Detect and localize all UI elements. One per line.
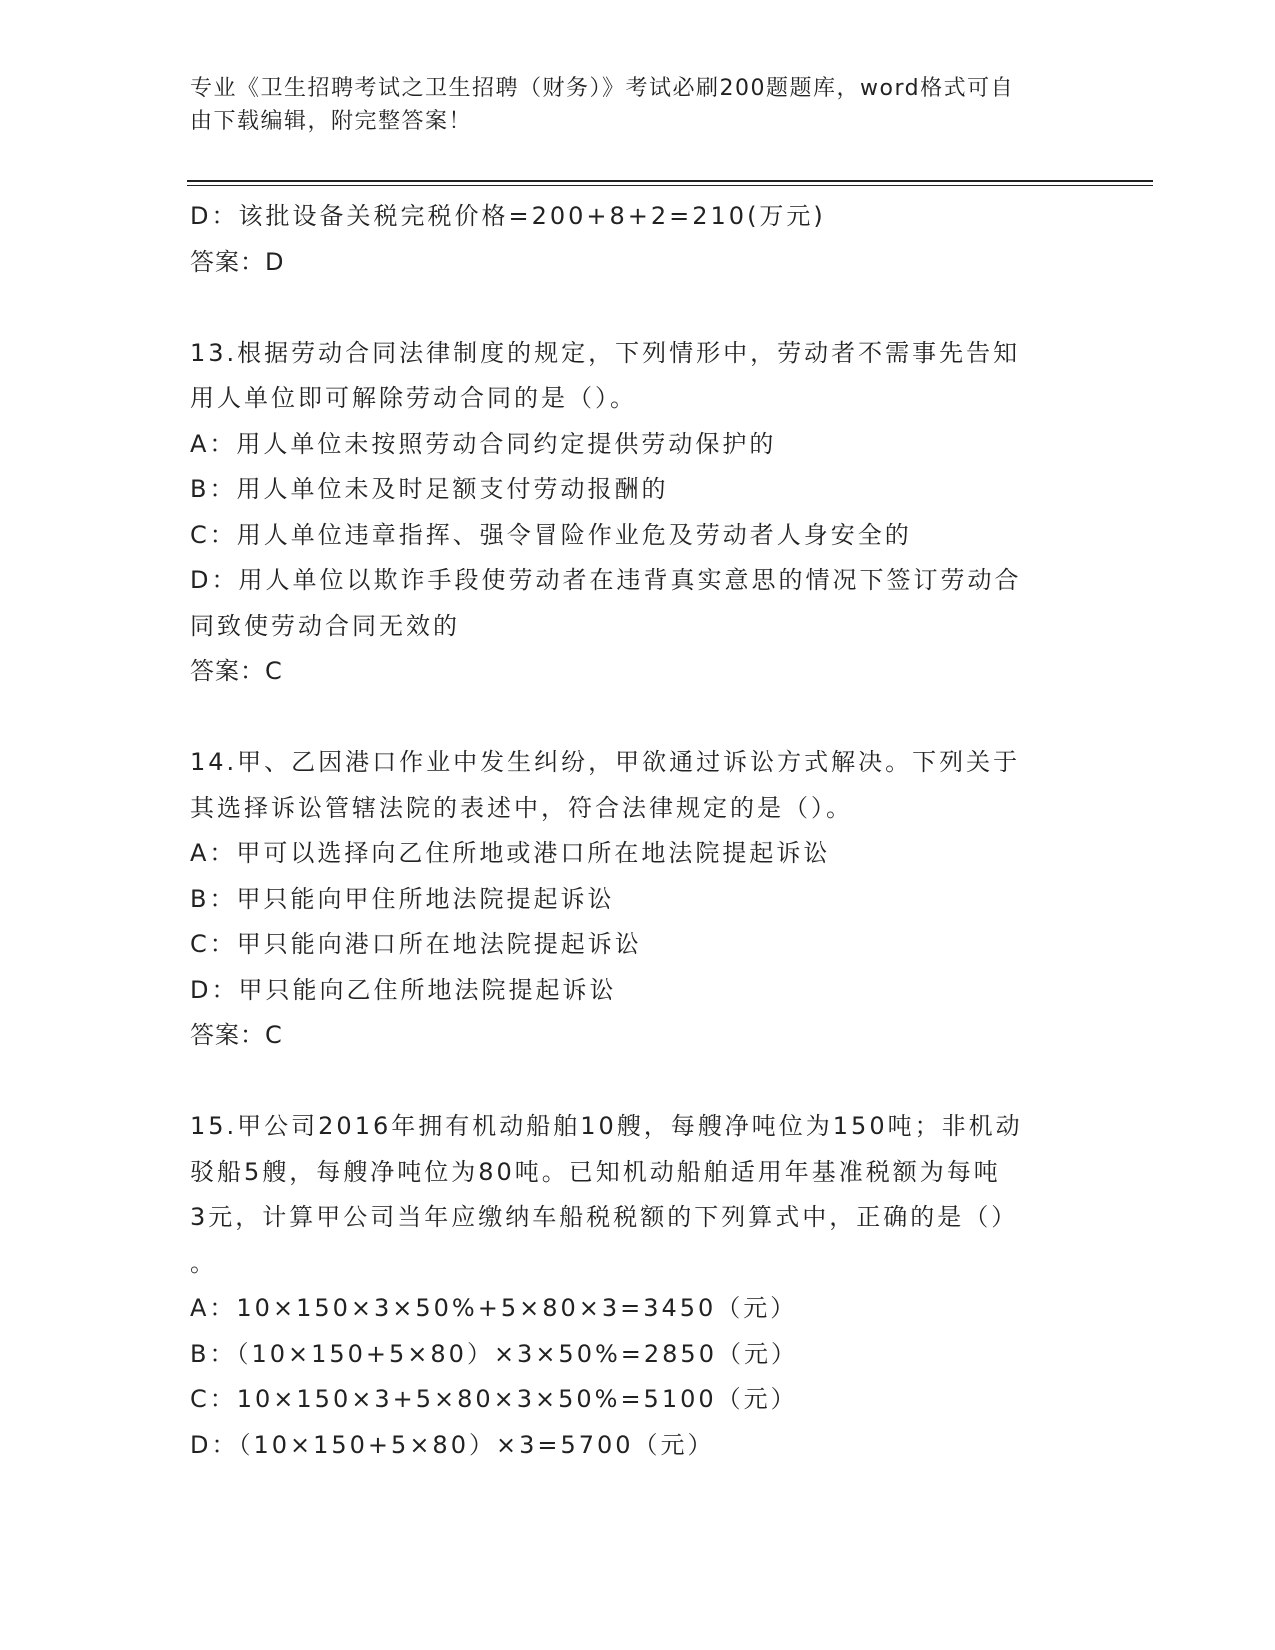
question-stem-line: 3元，计算甲公司当年应缴纳车船税税额的下列算式中，正确的是（） (190, 1203, 1019, 1231)
question-13 (190, 331, 1080, 695)
option-b: B：（10×150+5×80）×3×50%=2850（元） (190, 1339, 798, 1368)
option-d-continued: 同致使劳动合同无效的 (190, 611, 460, 640)
question-stem-line: 驳船5艘，每艘净吨位为80吨。已知机动船舶适用年基准税额为每吨 (190, 1157, 1001, 1186)
option-a: A：用人单位未按照劳动合同约定提供劳动保护的 (190, 429, 777, 458)
option-c: C：10×150×3+5×80×3×50%=5100（元） (190, 1385, 798, 1413)
option-d: D：用人单位以欺诈手段使劳动者在违背真实意思的情况下签订劳动合 (190, 566, 1022, 594)
question-stem-line: 14.甲、乙因港口作业中发生纠纷，甲欲通过诉讼方式解决。下列关于 (190, 748, 1021, 776)
option-c: C：用人单位违章指挥、强令冒险作业危及劳动者人身安全的 (190, 520, 912, 549)
question-stem-line: 。 (190, 1248, 217, 1277)
header-line-1: 专业《卫生招聘考试之卫生招聘（财务）》考试必刷200题题库，word格式可自 (190, 76, 1015, 101)
prev-option-d: D：该批设备关税完税价格=200+8+2=210(万元) (190, 202, 826, 230)
question-stem-line: 13.根据劳动合同法律制度的规定，下列情形中，劳动者不需事先告知 (190, 338, 1021, 367)
question-stem-line: 15.甲公司2016年拥有机动船舶10艘，每艘净吨位为150吨；非机动 (190, 1112, 1023, 1140)
header-rule-thin (187, 185, 1153, 186)
header-rule-thick (187, 180, 1153, 182)
option-b: B：用人单位未及时足额支付劳动报酬的 (190, 475, 669, 503)
answer: 答案：C (190, 1021, 283, 1049)
question-14 (190, 740, 1080, 1059)
document-header (190, 72, 1070, 138)
option-d: D：（10×150+5×80）×3=5700（元） (190, 1430, 715, 1459)
spacer (190, 695, 1080, 741)
spacer (190, 285, 1080, 331)
answer: 答案：C (190, 657, 283, 685)
option-a: A：10×150×3×50%+5×80×3=3450（元） (190, 1294, 798, 1322)
option-b: B：甲只能向甲住所地法院提起诉讼 (190, 884, 615, 913)
question-stem-line: 其选择诉讼管辖法院的表述中，符合法律规定的是（）。 (190, 793, 853, 822)
prev-answer: 答案：D (190, 247, 285, 276)
option-a: A：甲可以选择向乙住所地或港口所在地法院提起诉讼 (190, 839, 831, 867)
option-d: D：甲只能向乙住所地法院提起诉讼 (190, 975, 617, 1004)
option-c: C：甲只能向港口所在地法院提起诉讼 (190, 930, 642, 958)
header-line-2: 由下载编辑，附完整答案！ (190, 109, 473, 134)
question-stem-line: 用人单位即可解除劳动合同的是（）。 (190, 384, 637, 412)
question-15 (190, 1104, 1080, 1468)
document-body (190, 194, 1080, 1468)
spacer (190, 1059, 1080, 1105)
